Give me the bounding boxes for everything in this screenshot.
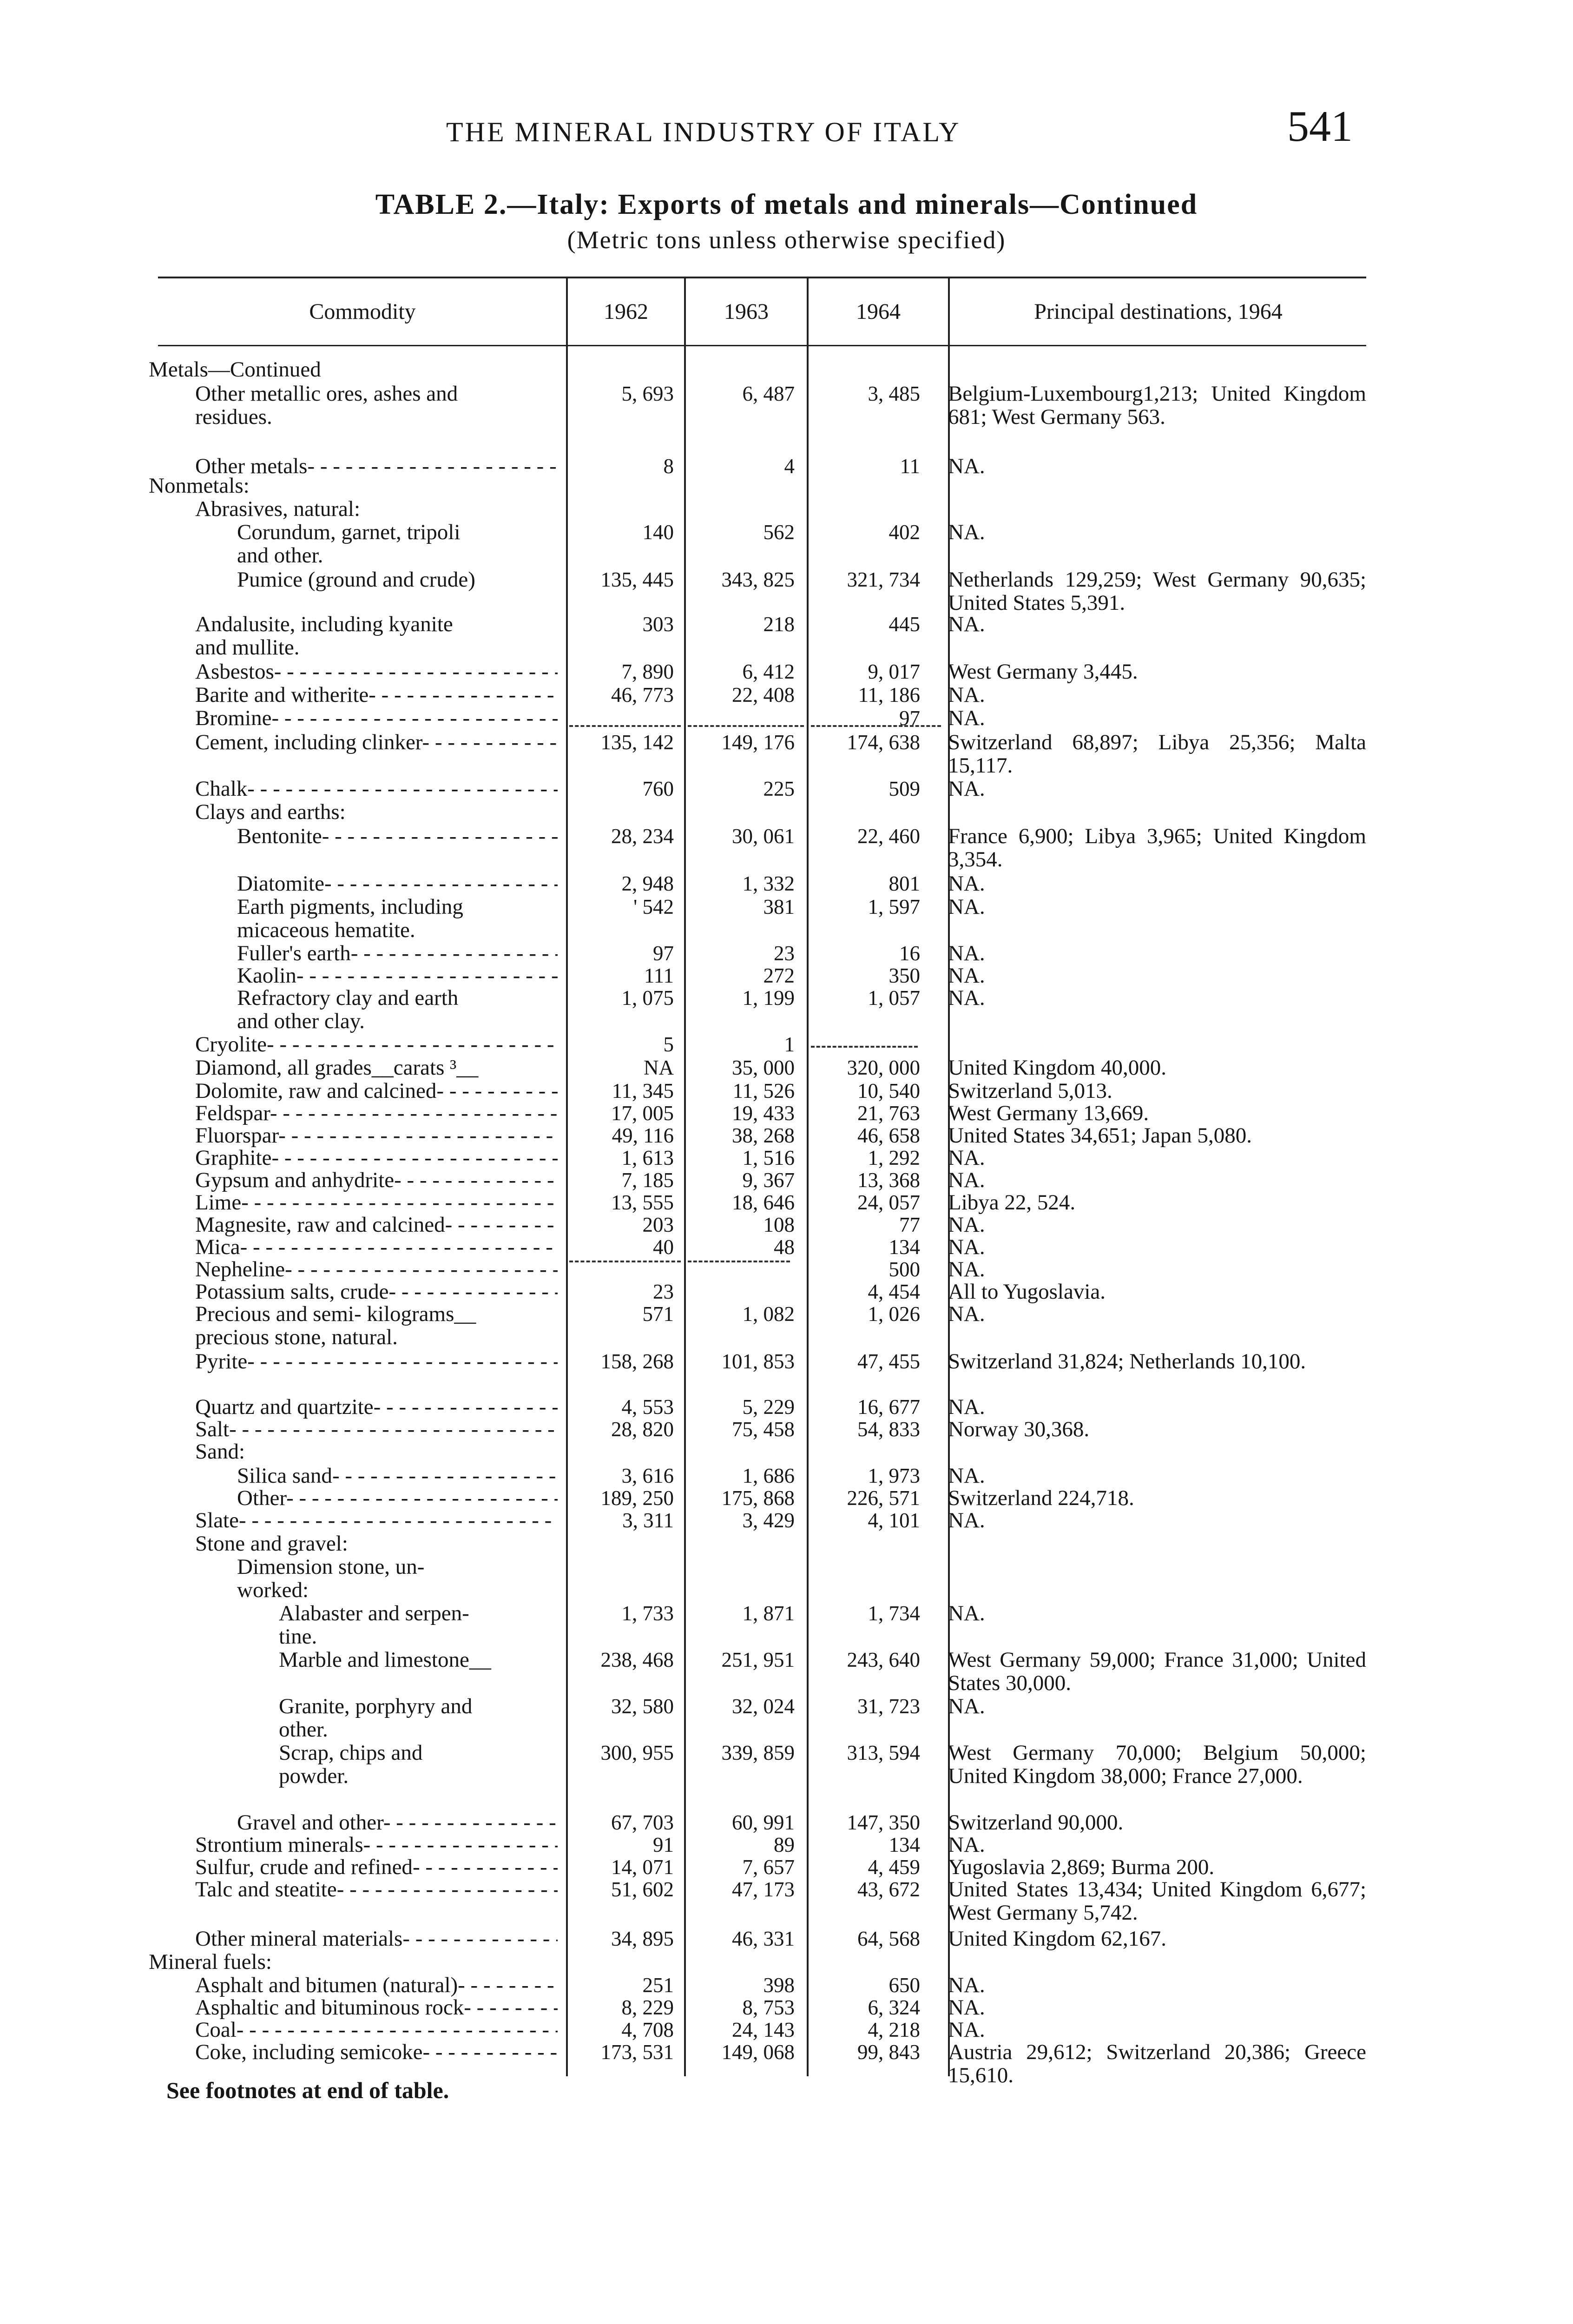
- principal-destinations: NA.: [948, 986, 985, 1010]
- value-1964: 1, 057: [868, 986, 920, 1010]
- value-1963: 1, 332: [742, 872, 795, 895]
- value-1964: 313, 594: [847, 1741, 920, 1764]
- value-1962: 51, 602: [611, 1878, 674, 1901]
- value-1964: 31, 723: [857, 1695, 920, 1718]
- principal-destinations: United States 34,651; Japan 5,080.: [948, 1123, 1252, 1148]
- value-1964: 11, 186: [858, 683, 920, 706]
- value-1963: 22, 408: [732, 683, 795, 706]
- commodity-label: Feldspar - - -: [195, 1102, 558, 1125]
- value-1964: 174, 638: [847, 731, 920, 754]
- principal-destinations: NA.: [948, 777, 985, 801]
- value-1963: 1, 871: [742, 1602, 795, 1625]
- commodity-label: Slate - - -: [195, 1509, 558, 1532]
- header-bottom-rule: [158, 345, 1366, 346]
- commodity-label: Strontium minerals - - -: [195, 1833, 558, 1856]
- value-1963: 149, 068: [721, 2040, 795, 2064]
- value-1964: 350: [889, 964, 920, 987]
- principal-destinations: NA.: [948, 1257, 985, 1281]
- value-1962: 300, 955: [600, 1741, 674, 1764]
- footnote-reference: See footnotes at end of table.: [166, 2077, 449, 2103]
- commodity-label: Bromine - - -: [195, 706, 558, 730]
- value-1962: 173, 531: [600, 2040, 674, 2064]
- value-1963: 1, 686: [742, 1464, 795, 1487]
- value-1962: 8: [663, 455, 674, 478]
- principal-destinations: NA.: [948, 941, 985, 965]
- commodity-label: Asphalt and bitumen (natural) - - -: [195, 1974, 558, 1997]
- commodity-label: Corundum, garnet, tripoli and other.: [237, 520, 461, 568]
- value-1964: 97: [899, 706, 920, 730]
- principal-destinations: West Germany 70,000; Belgium 50,000; United Kingdom 38,000; France 27,000.: [948, 1741, 1366, 1788]
- value-1962: 203: [642, 1213, 674, 1236]
- value-1964: 9, 017: [868, 660, 920, 683]
- column-header-commodity: Commodity: [309, 299, 416, 324]
- commodity-label: Nepheline - - -: [195, 1258, 558, 1281]
- dash-cryolite-1964: [811, 1046, 918, 1048]
- value-1963: 381: [763, 895, 795, 918]
- commodity-label: Metals—Continued: [149, 357, 321, 382]
- value-1963: 19, 433: [732, 1102, 795, 1125]
- value-1963: 18, 646: [732, 1191, 795, 1214]
- principal-destinations: Libya 22, 524.: [948, 1190, 1076, 1215]
- principal-destinations: NA.: [948, 964, 985, 988]
- value-1963: 4: [784, 455, 795, 478]
- commodity-label: Bentonite - - -: [237, 825, 558, 848]
- value-1964: 21, 763: [857, 1102, 920, 1125]
- value-1962: 13, 555: [611, 1191, 674, 1214]
- value-1963: 225: [763, 777, 795, 800]
- principal-destinations: West Germany 3,445.: [948, 660, 1138, 684]
- commodity-label: Chalk - - -: [195, 777, 558, 800]
- value-1962: 28, 820: [611, 1418, 674, 1441]
- value-1963: 272: [763, 964, 795, 987]
- value-1963: 3, 429: [742, 1509, 795, 1532]
- commodity-label: Coke, including semicoke - - -: [195, 2040, 558, 2064]
- value-1962: ' 542: [633, 895, 674, 918]
- page-number: 541: [1287, 102, 1353, 151]
- value-1963: 7, 657: [742, 1855, 795, 1879]
- value-1964: 16, 677: [857, 1395, 920, 1419]
- value-1964: 4, 454: [868, 1280, 920, 1303]
- value-1963: 32, 024: [732, 1695, 795, 1718]
- commodity-label: Magnesite, raw and calcined - - -: [195, 1213, 558, 1236]
- value-1963: 46, 331: [732, 1927, 795, 1950]
- table-subtitle: (Metric tons unless otherwise specified): [567, 226, 1006, 254]
- commodity-label: Talc and steatite - - -: [195, 1878, 558, 1901]
- commodity-label: Pumice (ground and crude): [237, 568, 475, 592]
- value-1962: 135, 142: [600, 731, 674, 754]
- value-1962: 49, 116: [612, 1124, 674, 1147]
- value-1963: 1, 082: [742, 1302, 795, 1326]
- commodity-label: Salt - - -: [195, 1418, 558, 1441]
- principal-destinations: Switzerland 5,013.: [948, 1079, 1112, 1103]
- value-1962: 7, 890: [621, 660, 674, 683]
- principal-destinations: NA.: [948, 1995, 985, 2020]
- principal-destinations: NA.: [948, 520, 985, 544]
- value-1963: 6, 487: [742, 382, 795, 405]
- value-1964: 24, 057: [857, 1191, 920, 1214]
- value-1962: 4, 708: [621, 2018, 674, 2041]
- commodity-label: Earth pigments, including micaceous hematite.: [237, 895, 463, 942]
- commodity-label: Cryolite - - -: [195, 1033, 558, 1056]
- value-1963: 38, 268: [732, 1124, 795, 1147]
- value-1962: 1, 075: [621, 986, 674, 1010]
- value-1962: 5, 693: [621, 382, 674, 405]
- commodity-label: Lime - - -: [195, 1191, 558, 1214]
- commodity-label: Clays and earths:: [195, 800, 346, 824]
- commodity-label: Sand:: [195, 1439, 245, 1464]
- value-1964: 1, 292: [868, 1146, 920, 1169]
- principal-destinations: Switzerland 31,824; Netherlands 10,100.: [948, 1349, 1306, 1373]
- commodity-label: Nonmetals:: [149, 474, 250, 498]
- principal-destinations: NA.: [948, 1395, 985, 1419]
- commodity-label: Marble and limestone__: [279, 1648, 491, 1672]
- value-1963: 218: [763, 613, 795, 636]
- value-1963: 562: [763, 521, 795, 544]
- commodity-label: Granite, porphyry and other.: [279, 1694, 473, 1742]
- principal-destinations: United Kingdom 40,000.: [948, 1056, 1166, 1080]
- value-1963: 5, 229: [742, 1395, 795, 1419]
- value-1964: 22, 460: [857, 825, 920, 848]
- value-1962: 46, 773: [611, 683, 674, 706]
- value-1964: 4, 218: [868, 2018, 920, 2041]
- principal-destinations: NA.: [948, 2018, 985, 2042]
- value-1964: 10, 540: [857, 1079, 920, 1103]
- principal-destinations: United Kingdom 62,167.: [948, 1927, 1166, 1951]
- value-1962: 2, 948: [621, 872, 674, 895]
- principal-destinations: NA.: [948, 1235, 985, 1259]
- value-1963: 1: [784, 1033, 795, 1056]
- table-title: TABLE 2.—Italy: Exports of metals and minerals—Continued: [375, 189, 1198, 220]
- header-top-rule: [158, 277, 1366, 278]
- value-1964: 801: [889, 872, 920, 895]
- value-1964: 226, 571: [847, 1486, 920, 1510]
- value-1963: 108: [763, 1213, 795, 1236]
- principal-destinations: NA.: [948, 454, 985, 478]
- commodity-label: Other metals - - -: [195, 455, 558, 478]
- value-1962: 17, 005: [611, 1102, 674, 1125]
- value-1963: 8, 753: [742, 1996, 795, 2019]
- value-1962: 67, 703: [611, 1811, 674, 1834]
- value-1962: 1, 733: [621, 1602, 674, 1625]
- principal-destinations: West Germany 13,669.: [948, 1101, 1149, 1125]
- commodity-label: Abrasives, natural:: [195, 497, 361, 521]
- commodity-label: Other metallic ores, ashes and residues.: [195, 382, 458, 429]
- value-1964: 77: [899, 1213, 920, 1236]
- value-1962: 7, 185: [621, 1169, 674, 1192]
- principal-destinations: NA.: [948, 1464, 985, 1488]
- value-1962: 760: [642, 777, 674, 800]
- value-1964: 321, 734: [847, 568, 920, 591]
- commodity-label: Diamond, all grades__carats ³__: [195, 1056, 479, 1080]
- value-1963: 48: [774, 1235, 795, 1259]
- value-1964: 54, 833: [857, 1418, 920, 1441]
- value-1964: 650: [889, 1974, 920, 1997]
- commodity-label: Stone and gravel:: [195, 1532, 348, 1556]
- principal-destinations: NA.: [948, 1302, 985, 1326]
- value-1964: 1, 026: [868, 1302, 920, 1326]
- value-1962: 32, 580: [611, 1695, 674, 1718]
- value-1962: 1, 613: [621, 1146, 674, 1169]
- value-1962: 5: [663, 1033, 674, 1056]
- value-1963: 11, 526: [732, 1079, 795, 1103]
- dash-cement-1962: [569, 725, 681, 727]
- commodity-label: Gypsum and anhydrite - - -: [195, 1169, 558, 1192]
- principal-destinations: Netherlands 129,259; West Germany 90,635; United States 5,391.: [948, 568, 1366, 615]
- value-1963: 343, 825: [721, 568, 795, 591]
- commodity-label: Pyrite - - -: [195, 1350, 558, 1373]
- principal-destinations: United States 13,434; United Kingdom 6,677; West Germany 5,742.: [948, 1877, 1366, 1925]
- dash-nepheline-1962: [569, 1261, 681, 1262]
- commodity-label: Barite and witherite - - -: [195, 683, 558, 706]
- value-1964: 500: [889, 1258, 920, 1281]
- principal-destinations: West Germany 59,000; France 31,000; United States 30,000.: [948, 1648, 1366, 1695]
- value-1962: 238, 468: [600, 1648, 674, 1671]
- commodity-label: Fluorspar - - -: [195, 1124, 558, 1147]
- value-1963: 9, 367: [742, 1169, 795, 1192]
- value-1963: 89: [774, 1833, 795, 1856]
- principal-destinations: NA.: [948, 612, 985, 636]
- column-header-destinations: Principal destinations, 1964: [1034, 299, 1283, 324]
- value-1962: NA: [644, 1056, 674, 1079]
- value-1963: 60, 991: [732, 1811, 795, 1834]
- value-1964: 4, 459: [868, 1855, 920, 1879]
- value-1963: 75, 458: [732, 1418, 795, 1441]
- commodity-label: Quartz and quartzite - - -: [195, 1395, 558, 1419]
- value-1962: 8, 229: [621, 1996, 674, 2019]
- principal-destinations: NA.: [948, 1508, 985, 1532]
- value-1964: 99, 843: [857, 2040, 920, 2064]
- principal-destinations: NA.: [948, 1168, 985, 1192]
- dash-cement-1963: [688, 725, 804, 727]
- commodity-label: Asbestos - - -: [195, 660, 558, 683]
- value-1963: 1, 199: [742, 986, 795, 1010]
- value-1964: 46, 658: [857, 1124, 920, 1147]
- commodity-label: Precious and semi- kilograms__ precious stone, natural.: [195, 1302, 476, 1349]
- value-1964: 4, 101: [868, 1509, 920, 1532]
- commodity-label: Asphaltic and bituminous rock - - -: [195, 1996, 558, 2019]
- value-1962: 97: [653, 942, 674, 965]
- commodity-label: Other mineral materials - - -: [195, 1927, 558, 1950]
- value-1962: 3, 311: [622, 1509, 674, 1532]
- commodity-label: Alabaster and serpen- tine.: [279, 1601, 469, 1649]
- commodity-label: Refractory clay and earth and other clay.: [237, 986, 459, 1033]
- principal-destinations: NA.: [948, 872, 985, 896]
- principal-destinations: Yugoslavia 2,869; Burma 200.: [948, 1855, 1215, 1879]
- value-1964: 320, 000: [847, 1056, 920, 1079]
- principal-destinations: NA.: [948, 683, 985, 707]
- commodity-label: Mica - - -: [195, 1235, 558, 1259]
- value-1962: 28, 234: [611, 825, 674, 848]
- principal-destinations: NA.: [948, 706, 985, 730]
- commodity-label: Gravel and other - - -: [237, 1811, 558, 1834]
- value-1963: 175, 868: [721, 1486, 795, 1510]
- column-header-1962: 1962: [604, 299, 648, 324]
- principal-destinations: NA.: [948, 1146, 985, 1170]
- principal-destinations: Switzerland 68,897; Libya 25,356; Malta 15,117.: [948, 730, 1366, 778]
- value-1962: 303: [642, 613, 674, 636]
- value-1964: 445: [889, 613, 920, 636]
- column-header-1963: 1963: [724, 299, 769, 324]
- commodity-label: Scrap, chips and powder.: [279, 1741, 423, 1788]
- value-1962: 571: [642, 1302, 674, 1326]
- value-1964: 47, 455: [857, 1350, 920, 1373]
- value-1964: 134: [889, 1235, 920, 1259]
- value-1963: 35, 000: [732, 1056, 795, 1079]
- principal-destinations: Belgium-Luxembourg1,213; United Kingdom 681; West Germany 563.: [948, 382, 1366, 429]
- value-1962: 91: [653, 1833, 674, 1856]
- commodity-label: Coal - - -: [195, 2018, 558, 2041]
- value-1963: 6, 412: [742, 660, 795, 683]
- value-1964: 13, 368: [857, 1169, 920, 1192]
- principal-destinations: NA.: [948, 1694, 985, 1718]
- commodity-label: Fuller's earth - - -: [237, 942, 558, 965]
- value-1964: 3, 485: [868, 382, 920, 405]
- commodity-label: Graphite - - -: [195, 1146, 558, 1169]
- value-1962: 3, 616: [621, 1464, 674, 1487]
- principal-destinations: NA.: [948, 1833, 985, 1857]
- value-1964: 134: [889, 1833, 920, 1856]
- value-1964: 64, 568: [857, 1927, 920, 1950]
- value-1963: 1, 516: [742, 1146, 795, 1169]
- commodity-label: Potassium salts, crude - - -: [195, 1280, 558, 1303]
- dash-nepheline-1963: [688, 1261, 790, 1262]
- value-1964: 243, 640: [847, 1648, 920, 1671]
- commodity-label: Kaolin - - -: [237, 964, 558, 987]
- commodity-label: Cement, including clinker - - -: [195, 731, 558, 754]
- principal-destinations: NA.: [948, 1601, 985, 1625]
- principal-destinations: Norway 30,368.: [948, 1417, 1090, 1441]
- value-1964: 147, 350: [847, 1811, 920, 1834]
- value-1964: 11: [900, 455, 920, 478]
- commodity-label: Sulfur, crude and refined - - -: [195, 1855, 558, 1879]
- commodity-label: Mineral fuels:: [149, 1950, 272, 1974]
- principal-destinations: Austria 29,612; Switzerland 20,386; Greece 15,610.: [948, 2040, 1366, 2087]
- value-1962: 4, 553: [621, 1395, 674, 1419]
- value-1962: 140: [642, 521, 674, 544]
- value-1962: 135, 445: [600, 568, 674, 591]
- value-1964: 1, 734: [868, 1602, 920, 1625]
- value-1964: 402: [889, 521, 920, 544]
- value-1963: 398: [763, 1974, 795, 1997]
- principal-destinations: NA.: [948, 1213, 985, 1237]
- value-1963: 101, 853: [721, 1350, 795, 1373]
- principal-destinations: Switzerland 90,000.: [948, 1810, 1124, 1835]
- value-1962: 158, 268: [600, 1350, 674, 1373]
- value-1963: 339, 859: [721, 1741, 795, 1764]
- value-1964: 1, 973: [868, 1464, 920, 1487]
- value-1962: 14, 071: [611, 1855, 674, 1879]
- value-1964: 509: [889, 777, 920, 800]
- value-1963: 251, 951: [721, 1648, 795, 1671]
- commodity-label: Dolomite, raw and calcined - - -: [195, 1079, 558, 1103]
- principal-destinations: NA.: [948, 895, 985, 919]
- value-1962: 23: [653, 1280, 674, 1303]
- value-1963: 23: [774, 942, 795, 965]
- commodity-label: Diatomite - - -: [237, 872, 558, 895]
- principal-destinations: France 6,900; Libya 3,965; United Kingdom 3,354.: [948, 824, 1366, 872]
- value-1962: 111: [644, 964, 674, 987]
- running-head: THE MINERAL INDUSTRY OF ITALY: [446, 117, 961, 147]
- principal-destinations: Switzerland 224,718.: [948, 1486, 1134, 1510]
- value-1964: 6, 324: [868, 1996, 920, 2019]
- value-1962: 189, 250: [600, 1486, 674, 1510]
- value-1962: 40: [653, 1235, 674, 1259]
- value-1963: 24, 143: [732, 2018, 795, 2041]
- value-1963: 47, 173: [732, 1878, 795, 1901]
- value-1963: 30, 061: [732, 825, 795, 848]
- column-header-1964: 1964: [856, 299, 901, 324]
- commodity-label: Dimension stone, un- worked:: [237, 1555, 425, 1602]
- value-1964: 43, 672: [857, 1878, 920, 1901]
- value-1963: 149, 176: [721, 731, 795, 754]
- value-1964: 1, 597: [868, 895, 920, 918]
- principal-destinations: NA.: [948, 1973, 985, 1997]
- value-1962: 251: [642, 1974, 674, 1997]
- commodity-label: Other - - -: [237, 1486, 558, 1510]
- principal-destinations: All to Yugoslavia.: [948, 1280, 1106, 1304]
- commodity-label: Silica sand - - -: [237, 1464, 558, 1487]
- value-1964: 16: [899, 942, 920, 965]
- value-1962: 11, 345: [612, 1079, 674, 1103]
- commodity-label: Andalusite, including kyanite and mullite.: [195, 612, 453, 660]
- value-1962: 34, 895: [611, 1927, 674, 1950]
